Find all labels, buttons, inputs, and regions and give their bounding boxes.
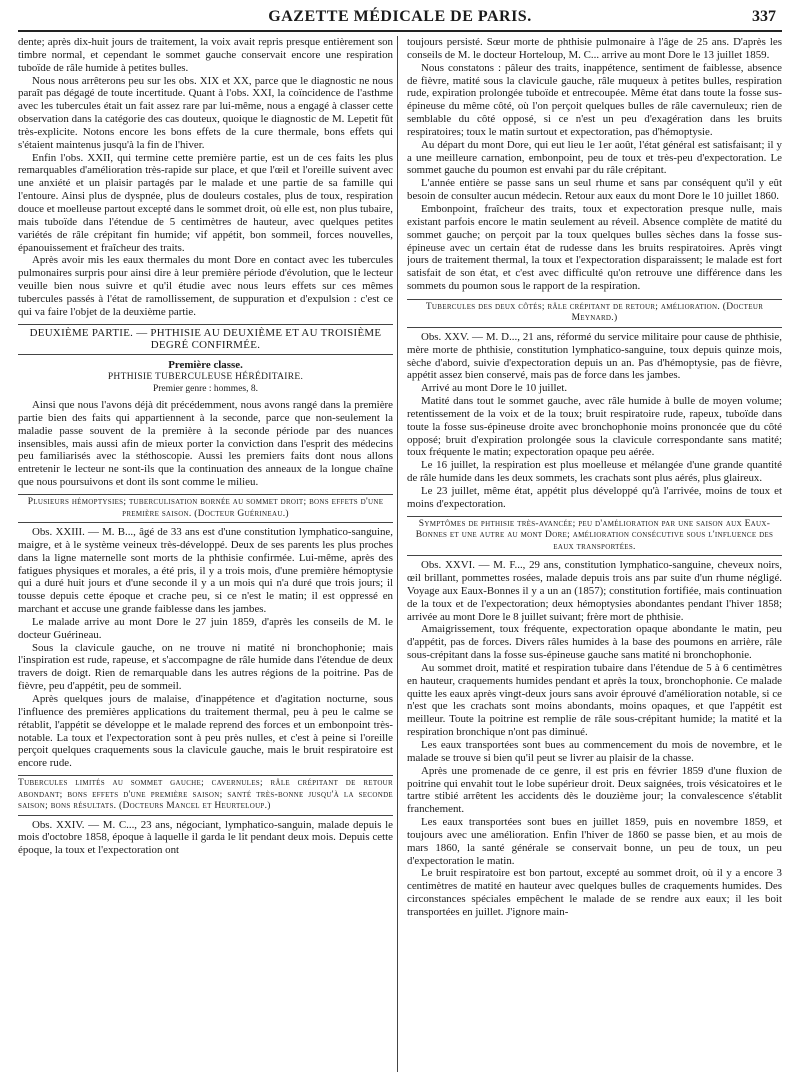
paragraph: dente; après dix-huit jours de traitement, la voix avait repris presque entièrement son timbre normal, et cependant le sommet gauche conservait encore une respiration tuboïde de râle humide à petites bulles. — [18, 36, 393, 74]
paragraph: Les eaux transportées sont bues au commencement du mois de novembre, et le malade se trouve si bien qu'il peut se livrer au plaisir de la chasse. — [407, 739, 782, 764]
paragraph: Obs. XXIV. — M. C..., 23 ans, négociant, lymphatico-sanguin, malade depuis le mois d'octobre 1858, époque à laquelle il garda le lit pendant deux mois. Depuis cette époque, la toux et l'expectoration ont — [18, 818, 393, 857]
paragraph: Les eaux transportées sont bues en juillet 1859, puis en novembre 1859, et toujours avec une amélioration. Enfin l'hiver de 1860 se passe bien, et au mois de mars 1860, la santé générale se conservait bonne, un peu de toux, un peu d'expectoration le matin. — [407, 816, 782, 867]
right-column — [407, 36, 782, 1076]
page-header — [18, 6, 782, 32]
paragraph: Nous constatons : pâleur des traits, inappétence, sentiment de faiblesse, absence de fièvre, matité sous la clavicule gauche, râle muqueux à petites bulles, respiration rude, expiration prolongée tuboïde et entrecoupée. Même état dans toute la fosse sus-épineuse du même côté, où l'on perçoit quelques bulles de râle cavernuleux; rien de semblable du côté opposé, si ce n'est un peu d'exagération dans les bruits respiratoires; toux le matin surtout et expectoration, pas d'hémoptysie. — [407, 61, 782, 138]
paragraph: Le malade arrive au mont Dore le 27 juin 1859, d'après les conseils de M. le docteur Guérineau. — [18, 615, 393, 641]
case-heading-text: Tubercules limités au sommet gauche; cavernules; râle crépitant de retour abondant; bons effets d'une première saison; santé très-bonne jusqu'à la seconde saison; bons résultats. (Docteurs Mancel et Heurteloup.) — [18, 778, 393, 812]
paragraph: Au sommet droit, matité et respiration tubaire dans l'étendue de 5 à 6 centimètres en hauteur, craquements humides pendant et après la toux, bronchophonie. Ce malade quitte les eaux après vingt-deux jours sans avoir éprouvé d'amélioration notable, si ce n'est que les crachats sont moins abondants, moins opaques, et que l'appétit est meilleur. Toute la poitrine est remplie de râle sous-crépitant humide; la matité et la respiration bronchique n'ont pas diminué. — [407, 661, 782, 739]
column-divider — [397, 36, 398, 1072]
case-heading — [407, 516, 782, 557]
paragraph: Au départ du mont Dore, qui eut lieu le 1er août, l'état général est satisfaisant; il y a une meilleure carnation, embonpoint, peu de toux et très-peu d'expectoration. Le sommet gauche du poumon est envahi par du râle crépitant. — [407, 138, 782, 177]
page-number: 337 — [752, 8, 776, 25]
paragraph: Obs. XXV. — M. D..., 21 ans, réformé du service militaire pour cause de phthisie, mère morte de phthisie, constitution lymphatico-sanguine, toux depuis quinze mois, sèche d'abord, suivie d'expectoration depuis un an. Pas d'hémoptysie, pas de fièvre, appétit assez bien conservé, mais pas de force dans les jambes. — [407, 330, 782, 382]
section-heading — [18, 324, 393, 356]
paragraph: Amaigrissement, toux fréquente, expectoration opaque abondante le matin, peu d'appétit, pas de forces. Divers râles humides à la base des poumons en arrière, râle sous-crépitant dans la fosse sus-épineuse gauche sans matité ni bronchophonie. — [407, 623, 782, 662]
journal-title: GAZETTE MÉDICALE DE PARIS. — [268, 8, 532, 25]
genre-heading: Premier genre : hommes, 8. — [152, 383, 258, 394]
paragraph: Le 23 juillet, même état, appétit plus développé qu'à l'arrivée, moins de toux et moins d'expectoration. — [407, 485, 782, 510]
paragraph: Matité dans tout le sommet gauche, avec râle humide à bulle de moyen volume; retentissement de la voix et de la toux; bruit respiratoire rude, rapeux, tuboïde dans toute la fosse sus-épineuse droite avec bronchophonie moins prononcée que du côté opposé; bruit d'expiration prolongée sous la clavicule correspondante sans matité; toux fréquente le matin; expectoration opaque peu aérée. — [407, 395, 782, 459]
subsection-heading: PHTHISIE TUBERCULEUSE HÉRÉDITAIRE. — [107, 372, 304, 383]
class-heading: Première classe. — [168, 359, 243, 372]
case-heading — [18, 494, 393, 523]
case-heading-text: Tubercules des deux côtés; râle crépitant de retour; amélioration. (Docteur Meynard.) — [425, 301, 764, 324]
paragraph: Enfin l'obs. XXII, qui termine cette première partie, est un de ces faits les plus remarquables d'amélioration très-rapide sur place, et que l'œil et l'oreille suivent avec une anxiété et un plaisir partagés par le malade et une partie de sa famille qui l'entoure. Ainsi plus de dyspnée, plus de douleurs costales, plus de toux, respiration douce et moelleuse partout excepté dans le sommet droit, où elle est, non plus tubaire, mais tuboïde dans l'étendue de 5 centimètres de hauteur, avec quelques petites variétés de râle crépitant fin humide; vif appétit, bon sommeil, forces nouvelles, épanouissement et fraîcheur des traits. — [18, 151, 393, 254]
paragraph: Après avoir mis les eaux thermales du mont Dore en contact avec les tubercules pulmonaires surpris pour ainsi dire à leur première période d'évolution, que le lecteur veuille bien nous suivre et qu'il étudie avec nous leurs effets sur ces mêmes tubercules passés à l'état de ramollissement, de suppuration et d'expulsion : c'est ce qui va faire l'objet de la deuxième partie. — [18, 254, 393, 318]
paragraph: Après quelques jours de malaise, d'inappétence et d'agitation nocturne, sous l'influence des premières applications du traitement thermal, peu à peu le calme se rétablit, l'appétit se développe et le malade reprend des forces et un embonpoint très-notable. La toux et l'expectoration sont à peu près nulles, et c'est à peine si l'oreille perçoit quelques craquements sous la clavicule gauche, mais le bruit respiratoire est encore rude. — [18, 692, 393, 770]
case-heading — [18, 775, 393, 816]
paragraph: Ainsi que nous l'avons déjà dit précédemment, nous avons rangé dans la première partie bien des faits qui appartiennent à la seconde, parce que non-seulement la maladie passe souvent de la première à la seconde période par des nuances insensibles, mais aussi afin de mieux porter la conviction dans l'esprit des médecins peu familiarisés avec la stéthoscopie. Aussi les premiers faits dont nous allons entretenir le lecteur ne sont-ils que la continuation des anneaux de la longue chaîne que nous poursuivons et dont ils sont comme le milieu. — [18, 399, 393, 489]
paragraph: Sous la clavicule gauche, on ne trouve ni matité ni bronchophonie; mais l'inspiration est rude, rapeuse, et s'accompagne de râle humide dans l'étendue de deux travers de doigt. Rien de remarquable dans les autres régions de la poitrine. Pas de fièvre, peu d'appétit, peu de sommeil. — [18, 641, 393, 693]
case-heading — [407, 299, 782, 328]
left-column — [18, 36, 393, 1076]
paragraph: Arrivé au mont Dore le 10 juillet. — [421, 382, 568, 395]
paragraph: Obs. XXVI. — M. F..., 29 ans, constitution lymphatico-sanguine, cheveux noirs, œil brillant, pommettes rosées, malade depuis trois ans par suite d'un rhume négligé. Voyage aux Eaux-Bonnes il y a un an (1857); constitution fortifiée, mais continuation de la toux et de l'expectoration; deux hémoptysies abondantes pendant l'hiver 1858; arrivée au mont Dore le 8 juillet suivant; frère mort de phthisie. — [407, 559, 782, 623]
paragraph: Le 16 juillet, la respiration est plus moelleuse et mélangée d'une grande quantité de râle humide dans les deux sommets, les crachats sont plus aérés, plus glaireux. — [407, 459, 782, 485]
part-title: DEUXIÈME PARTIE. — PHTHISIE AU DEUXIÈME ET AU TROISIÈME DEGRÉ CONFIRMÉE. — [29, 326, 382, 352]
paragraph: toujours persisté. Sœur morte de phthisie pulmonaire à l'âge de 25 ans. D'après les conseils de M. le docteur Horteloup, M. C... arrive au mont Dore le 13 juillet 1859. — [407, 36, 782, 61]
case-heading-text: Symptômes de phthisie très-avancée; peu d'amélioration par une saison aux Eaux-Bonnes et une autre au mont Dore; amélioration consécutive sous l'influence des eaux transportées. — [415, 518, 774, 552]
paragraph: Obs. XXIII. — M. B..., âgé de 33 ans est d'une constitution lymphatico-sanguine, maigre, et à le système veineux très-développé. Deux de ses parents les plus proches dans la ligne maternelle sont morts de la phthisie confirmée. Lui-même, après des fatigues physiques et morales, a été pris, il y a trois mois, d'une première hémoptysie qui a duré huit jours et d'une seconde il y a un mois qui n'a duré que trois jours; il tousse depuis cette époque et crache peu, si ce n'est le matin; il est oppressé en marchant et accuse une grande faiblesse dans les jambes. — [18, 526, 393, 616]
paragraph: Après une promenade de ce genre, il est pris en février 1859 d'une fluxion de poitrine qui envahit tout le lobe supérieur droit. Deux saignées, trois vésicatoires et le tartre stibié arrêtent les accidents dès le douzième jour; la convalescence s'établit franchement. — [407, 764, 782, 816]
case-heading-text: Plusieurs hémoptysies; tuberculisation bornée au sommet droit; bons effets d'une première saison. (Docteur Guérineau.) — [27, 497, 384, 519]
paragraph: Embonpoint, fraîcheur des traits, toux et expectoration presque nulle, mais existant parfois encore le matin seulement au réveil. Absence complète de matité du sommet gauche; on perçoit par la toux quelques bulles sèches dans la fosse sus-épineuse avec un certain état de rudesse dans les bruits respiratoires. Après vingt jours de traitement thermal, la toux et l'expectoration disparaissent; le malade est fort satisfait de son état, et c'est avec difficulté qu'on retrouve une différence dans les sommets du poumon sous le rapport de la respiration. — [407, 202, 782, 293]
paragraph: L'année entière se passe sans un seul rhume et sans par conséquent qu'il y eût besoin de consulter aucun médecin. Retour aux eaux du mont Dore le 10 juillet 1860. — [407, 177, 782, 203]
paragraph: Le bruit respiratoire est bon partout, excepté au sommet droit, où il y a encore 3 centimètres de matité en hauteur avec quelques bulles de craquements humides. Des circonstances spéciales empêchent le malade de se rendre aux eaux; il les boit transportées en juillet. J'ignore main- — [407, 867, 782, 918]
paragraph: Nous nous arrêterons peu sur les obs. XIX et XX, parce que le diagnostic ne nous paraît pas dégagé de toute incertitude. Quant à l'obs. XXI, la coïncidence de l'asthme avec les tubercules était un fait assez rare par lui-même, nous a engagé à classer cette observation dans la catégorie des cas douteux, quoique le diagnostic de M. Lepetit fût très-explicite. Notons encore les bons effets de la cure thermale, bons effets qui s'étaient maintenus jusqu'à la fin de l'hiver. — [18, 74, 393, 151]
